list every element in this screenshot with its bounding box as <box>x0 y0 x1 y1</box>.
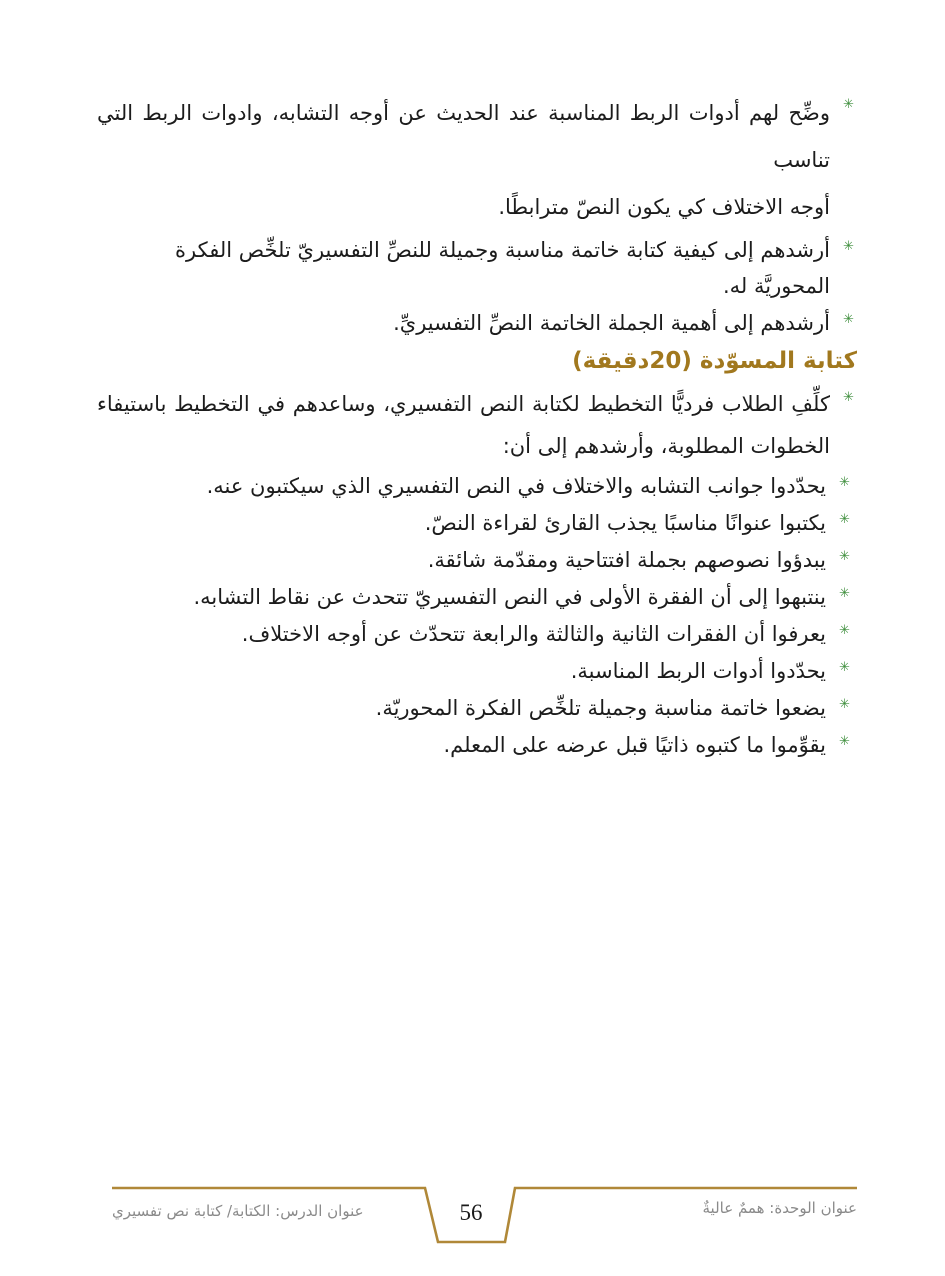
main-content <box>97 90 857 764</box>
asterisk-bullet-icon: ✳ <box>839 660 850 675</box>
section-heading: كتابة المسوّدة (20دقيقة) <box>572 348 857 374</box>
list-item-text: يحدّدوا أدوات الربط المناسبة. <box>570 659 826 683</box>
intro-bullet-list <box>97 90 857 341</box>
paragraph-line: الخطوات المطلوبة، وأرشدهم إلى أن: <box>502 434 830 458</box>
asterisk-bullet-icon: ✳ <box>839 623 850 638</box>
asterisk-bullet-icon: ✳ <box>843 97 854 112</box>
guidelines-list <box>97 468 853 763</box>
list-item <box>97 727 853 763</box>
footer-lesson-title: عنوان الدرس: الكتابة/ كتابة نص تفسيري <box>112 1202 364 1220</box>
list-item-text: يكتبوا عنوانًا مناسبًا يجذب القارئ لقراءة النصّ. <box>424 511 826 535</box>
asterisk-bullet-icon: ✳ <box>839 586 850 601</box>
page-number: 56 <box>459 1200 483 1225</box>
paragraph-line: كلِّفِ الطلاب فرديًّا التخطيط لكتابة النص التفسيري، وساعدهم في التخطيط باستيفاء <box>97 392 830 416</box>
list-item-text: أرشدهم إلى كيفية كتابة خاتمة مناسبة وجميلة للنصِّ التفسيريّ تلخِّص الفكرة المحوريَّة له. <box>175 238 830 298</box>
paragraph-line: وضِّح لهم أدوات الربط المناسبة عند الحديث عن أوجه التشابه، وادوات الربط التي تناسب <box>97 101 830 172</box>
list-item <box>97 468 853 504</box>
list-item <box>97 690 853 726</box>
asterisk-bullet-icon: ✳ <box>839 734 850 749</box>
paragraph-line: أوجه الاختلاف كي يكون النصّ مترابطًا. <box>498 195 830 219</box>
footer-rule-ornament <box>0 1180 945 1276</box>
list-item <box>97 579 853 615</box>
footer-unit-title: عنوان الوحدة: هممٌ عاليةٌ <box>702 1199 857 1217</box>
list-item <box>97 232 857 304</box>
asterisk-bullet-icon: ✳ <box>839 475 850 490</box>
list-item-text: ينتبهوا إلى أن الفقرة الأولى في النص التفسيريّ تتحدث عن نقاط التشابه. <box>193 585 826 609</box>
asterisk-bullet-icon: ✳ <box>843 390 854 405</box>
asterisk-bullet-icon: ✳ <box>839 697 850 712</box>
list-item-text: يبدؤوا نصوصهم بجملة افتتاحية ومقدّمة شائقة. <box>427 548 826 572</box>
asterisk-bullet-icon: ✳ <box>843 239 854 254</box>
list-item-text: يضعوا خاتمة مناسبة وجميلة تلخِّص الفكرة المحوريّة. <box>375 696 826 720</box>
list-item-text: يعرفوا أن الفقرات الثانية والثالثة والرابعة تتحدّث عن أوجه الاختلاف. <box>241 622 826 646</box>
asterisk-bullet-icon: ✳ <box>839 512 850 527</box>
list-item-text: يقوِّموا ما كتبوه ذاتيًا قبل عرضه على المعلم. <box>443 733 826 757</box>
asterisk-bullet-icon: ✳ <box>839 549 850 564</box>
list-item <box>97 383 857 467</box>
drafting-section-list <box>97 383 857 467</box>
list-item-text: يحدّدوا جوانب التشابه والاختلاف في النص التفسيري الذي سيكتبون عنه. <box>206 474 826 498</box>
list-item <box>97 90 857 231</box>
asterisk-bullet-icon: ✳ <box>843 312 854 327</box>
list-item <box>97 305 857 341</box>
list-item-text: أرشدهم إلى أهمية الجملة الخاتمة النصِّ التفسيريِّ. <box>393 311 830 335</box>
list-item <box>97 542 853 578</box>
list-item <box>97 505 853 541</box>
list-item <box>97 653 853 689</box>
list-item <box>97 616 853 652</box>
